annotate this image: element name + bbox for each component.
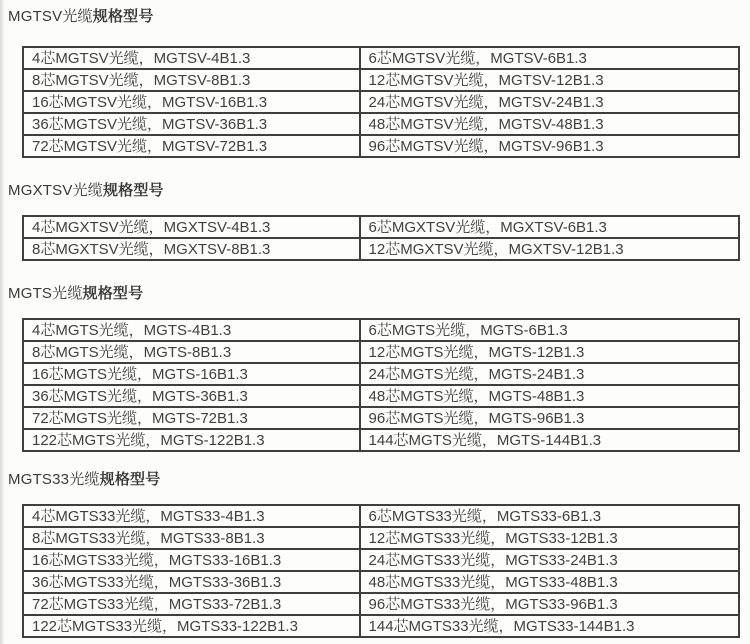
spec-cell: 4芯MGTSV光缆，MGTSV-4B1.3: [23, 47, 360, 69]
table-row: [23, 135, 739, 157]
spec-cell: 12芯MGTS光缆，MGTS-12B1.3: [360, 341, 739, 363]
table-row: [23, 319, 739, 341]
spec-cell: 96芯MGTSV光缆，MGTSV-96B1.3: [360, 135, 739, 157]
table-row: [23, 385, 739, 407]
table-row: [23, 363, 739, 385]
spec-cell: 12芯MGXTSV光缆，MGXTSV-12B1.3: [360, 238, 739, 260]
spec-cell: 144芯MGTS33光缆，MGTS33-144B1.3: [360, 615, 739, 637]
spec-cell: 6芯MGTS33光缆，MGTS33-6B1.3: [360, 505, 739, 527]
page-edge-shade: [0, 0, 5, 644]
heading-bold-part: 规格型号: [99, 471, 161, 488]
spec-cell: 16芯MGTSV光缆，MGTSV-16B1.3: [23, 91, 360, 113]
spec-table-mgts33: [22, 504, 740, 638]
spec-table-mgtsv: [22, 46, 740, 158]
spec-cell: 72芯MGTS33光缆，MGTS33-72B1.3: [23, 593, 360, 615]
table-row: [23, 429, 739, 451]
heading-bold-part: 规格型号: [92, 8, 154, 25]
spec-cell: 4芯MGTS光缆，MGTS-4B1.3: [23, 319, 360, 341]
spec-table-mgts: [22, 318, 740, 452]
spec-cell: 8芯MGTSV光缆，MGTSV-8B1.3: [23, 69, 360, 91]
spec-cell: 16芯MGTS光缆，MGTS-16B1.3: [23, 363, 360, 385]
spec-cell: 36芯MGTS光缆，MGTS-36B1.3: [23, 385, 360, 407]
table-row: [23, 69, 739, 91]
section-mgts: [8, 286, 750, 452]
table-row: [23, 593, 739, 615]
spec-cell: 8芯MGXTSV光缆，MGXTSV-8B1.3: [23, 238, 360, 260]
heading-bold-part: 规格型号: [82, 285, 144, 302]
spec-cell: 6芯MGTSV光缆，MGTSV-6B1.3: [360, 47, 739, 69]
section-mgts33: [8, 472, 750, 638]
table-row: [23, 113, 739, 135]
section-heading: [8, 183, 750, 199]
spec-cell: 12芯MGTS33光缆，MGTS33-12B1.3: [360, 527, 739, 549]
spec-cell: 96芯MGTS光缆，MGTS-96B1.3: [360, 407, 739, 429]
spec-cell: 8芯MGTS33光缆，MGTS33-8B1.3: [23, 527, 360, 549]
section-heading: [8, 472, 750, 488]
table-row: [23, 527, 739, 549]
heading-prefix: MGTS33光缆: [8, 471, 100, 488]
spec-cell: 144芯MGTS光缆，MGTS-144B1.3: [360, 429, 739, 451]
spec-cell: 48芯MGTSV光缆，MGTSV-48B1.3: [360, 113, 739, 135]
spec-cell: 72芯MGTS光缆，MGTS-72B1.3: [23, 407, 360, 429]
table-row: [23, 91, 739, 113]
spec-cell: 6芯MGXTSV光缆，MGXTSV-6B1.3: [360, 216, 739, 238]
spec-cell: 24芯MGTSV光缆，MGTSV-24B1.3: [360, 91, 739, 113]
section-heading: [8, 286, 750, 302]
spec-cell: 36芯MGTSV光缆，MGTSV-36B1.3: [23, 113, 360, 135]
spec-cell: 72芯MGTSV光缆，MGTSV-72B1.3: [23, 135, 360, 157]
table-row: [23, 549, 739, 571]
spec-cell: 96芯MGTS33光缆，MGTS33-96B1.3: [360, 593, 739, 615]
spec-cell: 4芯MGTS33光缆，MGTS33-4B1.3: [23, 505, 360, 527]
spec-cell: 24芯MGTS光缆，MGTS-24B1.3: [360, 363, 739, 385]
spec-cell: 122芯MGTS33光缆，MGTS33-122B1.3: [23, 615, 360, 637]
spec-cell: 4芯MGXTSV光缆，MGXTSV-4B1.3: [23, 216, 360, 238]
heading-prefix: MGTSV光缆: [8, 8, 93, 25]
table-row: [23, 216, 739, 238]
spec-table-mgxtsv: [22, 215, 740, 261]
spec-cell: 122芯MGTS光缆，MGTS-122B1.3: [23, 429, 360, 451]
heading-bold-part: 规格型号: [102, 182, 164, 199]
spec-cell: 48芯MGTS33光缆，MGTS33-48B1.3: [360, 571, 739, 593]
table-row: [23, 615, 739, 637]
section-heading: [8, 9, 750, 25]
spec-cell: 12芯MGTSV光缆，MGTSV-12B1.3: [360, 69, 739, 91]
table-row: [23, 505, 739, 527]
spec-cell: 6芯MGTS光缆，MGTS-6B1.3: [360, 319, 739, 341]
spec-cell: 8芯MGTS光缆，MGTS-8B1.3: [23, 341, 360, 363]
table-row: [23, 571, 739, 593]
heading-prefix: MGXTSV光缆: [8, 182, 103, 199]
table-row: [23, 407, 739, 429]
heading-prefix: MGTS光缆: [8, 285, 83, 302]
section-mgtsv: [8, 9, 750, 158]
spec-cell: 16芯MGTS33光缆，MGTS33-16B1.3: [23, 549, 360, 571]
section-mgxtsv: [8, 183, 750, 261]
spec-cell: 48芯MGTS光缆，MGTS-48B1.3: [360, 385, 739, 407]
table-row: [23, 341, 739, 363]
table-row: [23, 47, 739, 69]
spec-cell: 36芯MGTS33光缆，MGTS33-36B1.3: [23, 571, 360, 593]
table-row: [23, 238, 739, 260]
spec-cell: 24芯MGTS33光缆，MGTS33-24B1.3: [360, 549, 739, 571]
